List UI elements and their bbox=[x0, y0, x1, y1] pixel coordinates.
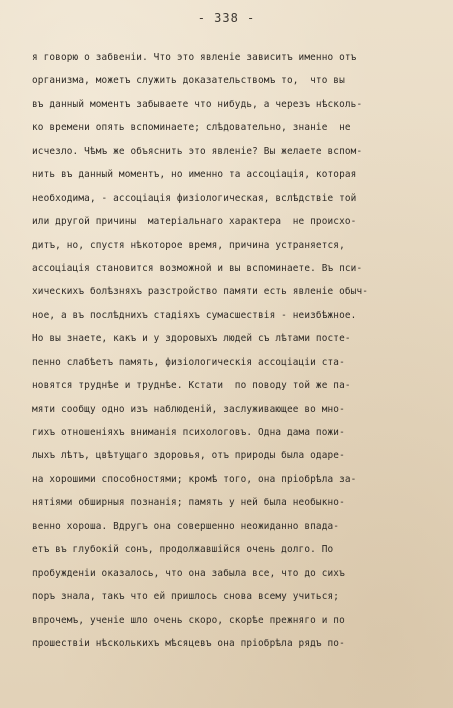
text-line: поръ знала, такъ что ей пришлось снова всему учиться; bbox=[32, 591, 340, 603]
text-line: Но вы знаете, какъ и у здоровыхъ людей съ лѣтами посте- bbox=[32, 333, 351, 345]
text-line: нятіями обширныя познанія; память у ней была необыкно- bbox=[32, 497, 345, 509]
text-line: исчезло. Чѣмъ же объяснить это явленіе? Вы желаете вспом- bbox=[32, 145, 363, 157]
text-line: мяти сообщу одно изъ наблюденій, заслуживающее во мно- bbox=[32, 403, 345, 415]
text-line: венно хороша. Вдругъ она совершенно неожиданно впада- bbox=[32, 520, 340, 532]
text-line: лыхъ лѣтъ, цвѣтущаго здоровья, отъ природы была одаре- bbox=[32, 450, 345, 462]
text-line: или другой причины матеріальнаго характера не происхо- bbox=[32, 216, 357, 228]
text-line: я говорю о забвеніи. Что это явленіе зависитъ именно отъ bbox=[32, 52, 357, 63]
text-line: нить въ данный моментъ, но именно та ассоціація, которая bbox=[32, 169, 357, 181]
text-line: гихъ отношеніяхъ вниманія психологовъ. Одна дама пожи- bbox=[32, 427, 345, 438]
text-line: дитъ, но, спустя нѣкоторое время, причина устраняется, bbox=[32, 239, 345, 251]
body-text bbox=[32, 46, 438, 655]
text-line: ко времени опять вспоминаете; слѣдовательно, знаніе не bbox=[32, 122, 351, 134]
text-line: въ данный моментъ забываете что нибудь, а черезъ нѣсколь- bbox=[32, 98, 363, 110]
text-line: хическихъ болѣзняхъ разстройство памяти есть явленіе обыч- bbox=[32, 286, 369, 298]
text-line: прошествіи нѣсколькихъ мѣсяцевъ она пріобрѣла рядъ по- bbox=[32, 637, 345, 649]
text-line: организма, можетъ служить доказательствомъ то, что вы bbox=[32, 75, 345, 87]
text-line: на хорошими способностями; кромѣ того, она пріобрѣла за- bbox=[32, 473, 357, 485]
text-line: ассоціація становится возможной и вы вспоминаете. Въ пси- bbox=[32, 262, 363, 274]
text-line: пенно слабѣетъ память, физіологическія ассоціаціи ста- bbox=[32, 356, 345, 368]
text-line: ное, а въ послѣднихъ стадіяхъ сумасшествія - неизбѣжное. bbox=[32, 309, 357, 321]
text-line: пробужденіи оказалось, что она забыла все, что до сихъ bbox=[32, 567, 345, 579]
text-line: необходима, - ассоціація физіологическая, вслѣдствіе той bbox=[32, 192, 357, 204]
page-number: - 338 - bbox=[197, 11, 256, 25]
text-line: етъ въ глубокій сонъ, продолжавшійся очень долго. По bbox=[32, 544, 334, 556]
text-line: впрочемъ, ученіе шло очень скоро, скорѣе прежняго и по bbox=[32, 614, 345, 626]
text-line: новятся труднѣе и труднѣе. Кстати по поводу той же па- bbox=[32, 380, 351, 392]
